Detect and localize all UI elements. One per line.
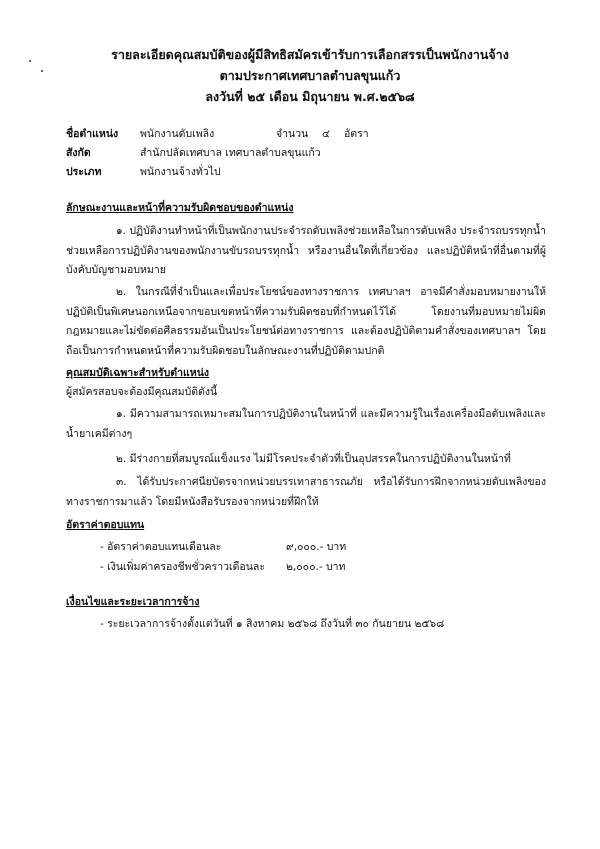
title-line-3: ลงวันที่ ๒๕ เดือน มิถุนายน พ.ศ.๒๕๖๘ <box>205 89 415 104</box>
qualifications-intro: ผู้สมัครสอบจะต้องมีคุณสมบัติดังนี้ <box>66 386 218 398</box>
title-line-1: รายละเอียดคุณสมบัติของผู้มีสิทธิสมัครเข้ารับการเลือกสรรเป็นพนักงานจ้าง <box>111 47 509 62</box>
duties-item-1: ๑. ปฏิบัติงานทำหน้าที่เป็นพนักงานประจำรถดับเพลิงช่วยเหลือในการดับเพลิง ประจำรถบรรทุกน้ำช่วยเหลือการปฏิบัติงานของพนักงานขับรถบรรทุกน้ำ หรืองานอื่นใดที่เกี่ยวข้อง และปฏิบัติหน้าที่อื่นตามที่ผู้บังคับบัญชามอบหมาย <box>66 225 546 276</box>
compensation-row-label: - อัตราค่าตอบแทนเดือนละ <box>100 541 222 553</box>
title-line-2: ตามประกาศเทศบาลตำบลขุนแก้ว <box>219 68 401 83</box>
qualification-item-1: ๑. มีความสามารถเหมาะสมในการปฏิบัติงานในหน้าที่ และมีความรู้ในเรื่องเครื่องมือดับเพลิงและน้ำยาเคมีต่างๆ <box>66 408 546 440</box>
position-value: พนักงานดับเพลิง <box>140 128 215 140</box>
compensation-row-amount: ๒,๐๐๐.- บาท <box>286 561 346 573</box>
duties-item-2: ๒. ในกรณีที่จำเป็นและเพื่อประโยชน์ของทางราชการ เทศบาลฯ อาจมีคำสั่งมอบหมายงานให้ปฏิบัติเป็นพิเศษนอกเหนือจากขอบเขตหน้าที่ความรับผิดชอบที่กำหนดไว้ได้ โดยงานที่มอบหมายไม่ผิดกฎหมายและไม่ขัดต่อศีลธรรมอันเป็นประโยชน์ต่อทางราชการ และต้องปฏิบัติตามคำสั่งของเทศบาลฯ โดยถือเป็นการกำหนดหน้าที่ความรับผิดชอบในลักษณะงานที่ปฏิบัติตามปกติ <box>66 286 546 357</box>
type-label: ประเภท <box>66 166 102 178</box>
document-title <box>60 44 560 107</box>
count-value: ๔ <box>322 128 330 140</box>
duties-heading: ลักษณะงานและหน้าที่ความรับผิดชอบของตำแหน่ง <box>66 202 294 214</box>
affiliation-label: สังกัด <box>66 147 91 159</box>
conditions-heading: เงื่อนไขและระยะเวลาการจ้าง <box>66 596 200 608</box>
position-label: ชื่อตำแหน่ง <box>66 128 119 140</box>
compensation-row-label: - เงินเพิ่มค่าครองชีพชั่วคราวเดือนละ <box>100 561 265 573</box>
conditions-item: - ระยะเวลาการจ้างตั้งแต่วันที่ ๑ สิงหาคม ๒๕๖๘ ถึงวันที่ ๓๐ กันยายน ๒๕๖๘ <box>100 618 445 630</box>
count-unit: อัตรา <box>344 128 369 140</box>
qualifications-heading: คุณสมบัติเฉพาะสำหรับตำแหน่ง <box>66 367 210 379</box>
count-label: จำนวน <box>276 128 309 140</box>
type-value: พนักงานจ้างทั่วไป <box>140 166 221 178</box>
qualification-item-3: ๓. ได้รับประกาศนียบัตรจากหน่วยบรรเทาสาธารณภัย หรือได้รับการฝึกจากหน่วยดับเพลิงของทางราชการมาแล้ว โดยมีหนังสือรับรองจากหน่วยที่ฝึกให้ <box>66 476 546 508</box>
scan-speck <box>29 60 31 62</box>
compensation-heading: อัตราค่าตอบแทน <box>66 519 145 531</box>
scan-speck <box>41 70 43 72</box>
affiliation-value: สำนักปลัดเทศบาล เทศบาลตำบลขุนแก้ว <box>140 147 321 159</box>
qualification-item-2: ๒. มีร่างกายที่สมบูรณ์แข็งแรง ไม่มีโรคประจำตัวที่เป็นอุปสรรคในการปฏิบัติงานในหน้าที่ <box>116 453 511 465</box>
compensation-row-amount: ๙,๐๐๐.- บาท <box>286 541 347 553</box>
